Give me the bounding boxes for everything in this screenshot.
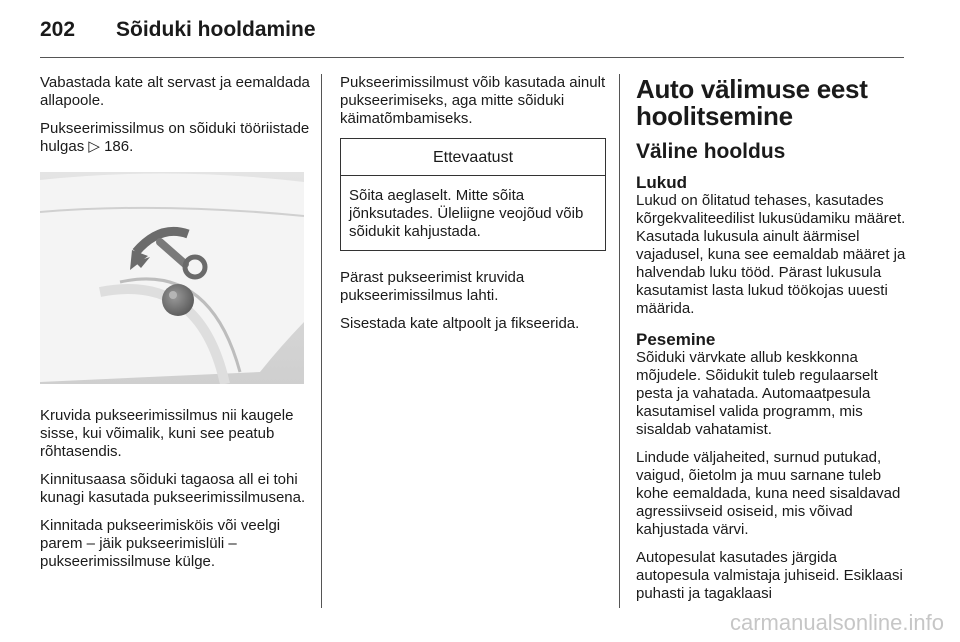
towing-eye-illustration	[40, 172, 304, 384]
column-3	[636, 74, 906, 615]
paragraph: Kruvida pukseerimissilmus nii kaugele sisse, kui võimalik, kuni see peatub rõhtasendis.	[40, 407, 294, 460]
page-ref-arrow-icon: ▷	[88, 138, 105, 155]
column-divider	[619, 74, 620, 608]
paragraph: Autopesulat kasutades järgida autopesula valmistaja juhiseid. Esiklaasi puhasti ja tagaklaasi	[636, 549, 903, 602]
header-rule	[40, 57, 904, 58]
page-header	[40, 18, 316, 42]
section-pesemine	[636, 330, 906, 603]
paragraph: Sõiduki värvkate allub keskkonna mõjudele. Sõidukit tuleb regulaarselt pesta ja vahatada. Automaatpesula kasutamisel valida programm, mis sisaldab vahatamist.	[636, 349, 878, 438]
paragraph: Lukud on õlitatud tehases, kasutades kõrgekvaliteedilist lukusüdamiku määret. Kasutada lukusula ainult äärmisel vajadusel, kuna see eemaldab määret ja halvendab luku tööd. Pärast lukusula kasutamist lasta lukud töökojas uuesti määrida.	[636, 192, 906, 317]
topic-heading: Lukud	[636, 173, 687, 192]
caution-title: Ettevaatust	[341, 139, 605, 176]
paragraph: Vabastada kate alt servast ja eemaldada allapoole.	[40, 74, 310, 109]
page-reference: 186.	[104, 138, 134, 155]
paragraph: Sisestada kate altpoolt ja fikseerida.	[340, 315, 580, 332]
column-2	[340, 74, 606, 343]
caution-text: Sõita aeglaselt. Mitte sõita jõnksutades. Üleliigne veojõud võib sõidukit kahjustada.	[349, 187, 584, 240]
paragraph-text: Pukseerimissilmus on sõiduki tööriistade hulgas	[40, 120, 310, 155]
subsection-heading: Väline hooldus	[636, 140, 786, 163]
paragraph: Kinnitusaasa sõiduki tagaosa all ei tohi kunagi kasutada pukseerimissilmusena.	[40, 471, 306, 506]
section-lukud	[636, 173, 906, 318]
column-divider	[321, 74, 322, 608]
page-number: 202	[40, 18, 76, 41]
paragraph: Pärast pukseerimist kruvida pukseerimissilmus lahti.	[340, 269, 525, 304]
section-heading: Auto välimuse eest hoolitsemine	[636, 74, 868, 131]
watermark: carmanualsonline.info	[729, 610, 944, 635]
paragraph	[40, 120, 310, 156]
topic-heading: Pesemine	[636, 330, 716, 349]
paragraph: Kinnitada pukseerimisköis või veelgi parem – jäik pukseerimislüli – pukseerimissilmuse külge.	[40, 517, 281, 570]
caution-box	[340, 138, 606, 251]
column-1	[40, 74, 310, 581]
chapter-title: Sõiduki hooldamine	[116, 18, 316, 41]
paragraph: Pukseerimissilmust võib kasutada ainult pukseerimiseks, aga mitte sõiduki käimatõmbamiseks.	[340, 74, 606, 127]
paragraph: Lindude väljaheited, surnud putukad, vaigud, õietolm ja muu sarnane tuleb kohe eemaldada, kuna need sisaldavad agressiivseid osiseid, mis võivad kahjustada värvi.	[636, 449, 901, 538]
